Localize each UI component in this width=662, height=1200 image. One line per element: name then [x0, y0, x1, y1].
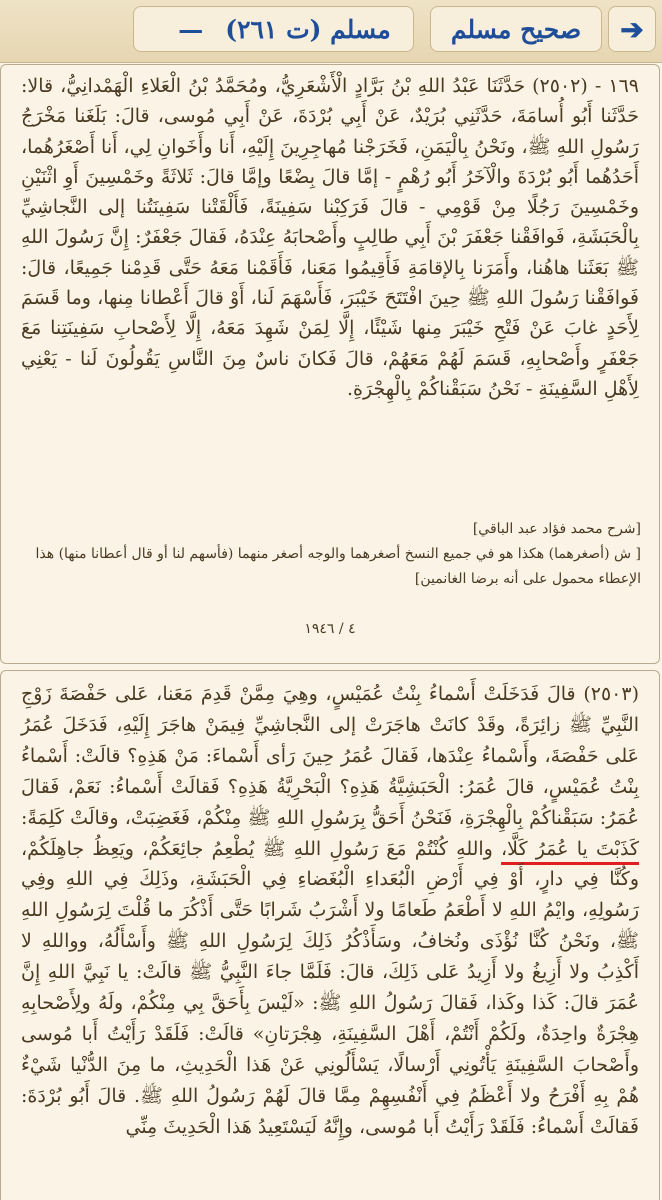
- book-title: صحيح مسلم: [450, 14, 582, 44]
- arrow-right-icon: ➔: [620, 12, 644, 46]
- back-button[interactable]: [608, 6, 656, 52]
- separator-dash: —: [178, 14, 204, 44]
- hadith-panel-2: [0, 670, 660, 1200]
- hadith-2503-part-2: واللهِ كُنْتُمْ مَعَ رَسُولِ اللهِ ﷺ يُطْعِمُ جائِعَكُمْ، ويَعِظُ جاهِلَكُمْ، وكُنَّا فِي دارٍ، أَوْ فِي أَرْضِ الْبُعَداءِ الْبُغَضاءِ فِي الْحَبَشَةِ، وذَلِكَ فِي اللهِ وفِي رَسُولِهِ، وايْمُ اللهِ لا أَطْعَمُ طَعامًا ولا أَشْرَبُ شَرابًا حَتَّى أَذْكُرَ ما قُلْتَ لِرَسُولِ اللهِ ﷺ، ونَحْنُ كُنَّا نُؤْذَى ونُخافُ، وسَأَذْكُرُ ذَلِكَ لِرَسُولِ اللهِ ﷺ وأَسْأَلُهُ، وواللهِ لا أَكْذِبُ ولا أَزِيغُ ولا أَزِيدُ عَلى ذَلِكَ، قالَ: فَلَمَّا جاءَ النَّبِيُّ ﷺ قالَتْ: يا نَبِيَّ اللهِ إِنَّ عُمَرَ قالَ: كَذا وكَذا، فَقالَ رَسُولُ اللهِ ﷺ: «لَيْسَ بِأَحَقَّ بِي مِنْكُمْ، ولَهُ ولِأَصْحابِهِ هِجْرَةٌ واحِدَةٌ، ولَكُمْ أَنْتُمْ، أَهْلَ السَّفِينَةِ، هِجْرَتانِ» قالَتْ: فَلَقَدْ رَأَيْتُ أَبا مُوسى وأَصْحابَ السَّفِينَةِ يَأْتُونِي أَرْسالًا، يَسْأَلُونِي عَنْ هَذا الْحَدِيثِ، ما مِنَ الدُّنْيا شَيْءٌ هُمْ بِهِ أَفْرَحُ ولا أَعْظَمُ فِي أَنْفُسِهِمْ مِمَّا قالَ لَهُمْ رَسُولُ اللهِ ﷺ. قالَ أَبُو بُرْدَةَ: فَقالَتْ أَسْماءُ: فَلَقَدْ رَأَيْتُ أَبا مُوسى، وإِنَّهُ لَيَسْتَعِيدُ هَذا الْحَدِيثَ مِنِّي: [21, 837, 639, 1138]
- hadith-text-2503: [1, 679, 659, 1143]
- book-title-button[interactable]: [430, 6, 602, 52]
- page-reference: ٤ / ١٩٤٦: [304, 621, 356, 637]
- highlighted-phrase: كَذَبْتَ يا عُمَرُ كَلَّا،: [501, 837, 639, 860]
- author-button[interactable]: [133, 6, 414, 52]
- commentary: [1, 517, 659, 592]
- author-name: مسلم (ت ٢٦١): [225, 14, 391, 44]
- top-nav-bar: [0, 0, 662, 63]
- commentary-title: [شرح محمد فؤاد عبد الباقي]: [472, 521, 641, 537]
- commentary-body: [ ش (أصغرهما) هكذا هو في جميع النسخ أصغرهما والوجه أصغر منهما (فأسهم لنا أو قال أعطانا منها) هذا الإعطاء محمول على أنه برضا الغانمين]: [35, 546, 641, 587]
- hadith-text-2502: ١٦٩ - (٢٥٠٢) حَدَّثَنَا عَبْدُ اللهِ بْنُ بَرَّادٍ الْأَشْعَرِيُّ، ومُحَمَّدُ بْنُ الْعَلاءِ الْهَمْدانِيُّ، قالا: حَدَّثَنا أَبُو أُسامَةَ، حَدَّثَنِي بُرَيْدٌ، عَنْ أَبِي بُرْدَةَ، عَنْ أَبِي مُوسى، قالَ: بَلَغَنا مَخْرَجُ رَسُولِ اللهِ ﷺ، ونَحْنُ بِالْيَمَنِ، فَخَرَجْنا مُهاجِرِينَ إِلَيْهِ، أَنا وأَخَوانِ لِي، أَنا أَصْغَرُهُما، أَحَدُهُما أَبُو بُرْدَةَ والْآخَرُ أَبُو رُهْمٍ - إمَّا قالَ بِضْعًا وإمَّا قالَ: ثَلاثَةً وخَمْسِينَ أَوِ اثْنَيْنِ وخَمْسِينَ رَجُلًا مِنْ قَوْمِي - قالَ فَرَكِبْنا سَفِينَةً، فَأَلْقَتْنا سَفِينَتُنا إلى النَّجاشِيِّ بِالْحَبَشَةِ، فَوافَقْنا جَعْفَرَ بْنَ أَبِي طالِبٍ وأَصْحابَهُ عِنْدَهُ، فَقالَ جَعْفَرٌ: إِنَّ رَسُولَ اللهِ ﷺ بَعَثَنا هاهُنا، وأَمَرَنا بِالإقامَةِ فَأَقِيمُوا مَعَنا، فَأَقَمْنا مَعَهُ حَتَّى قَدِمْنا جَمِيعًا، قالَ: فَوافَقْنا رَسُولَ اللهِ ﷺ حِينَ افْتَتَحَ خَيْبَرَ، فَأَسْهَمَ لَنا، أَوْ قالَ أَعْطانا مِنها، وما قَسَمَ لِأَحَدٍ غابَ عَنْ فَتْحِ خَيْبَرَ مِنها شَيْئًا، إِلَّا لِمَنْ شَهِدَ مَعَهُ، إِلَّا لِأَصْحابِ سَفِينَتِنا مَعَ جَعْفَرٍ وأَصْحابِهِ، قَسَمَ لَهُمْ مَعَهُمْ، قالَ فَكانَ ناسٌ مِنَ النَّاسِ يَقُولُونَ لَنا - يَعْنِي لِأَهْلِ السَّفِينَةِ - نَحْنُ سَبَقْناكُمْ بِالْهِجْرَةِ.: [21, 75, 639, 400]
- hadith-2503-part-1: (٢٥٠٣) قالَ فَدَخَلَتْ أَسْماءُ بِنْتُ عُمَيْسٍ، وهِيَ مِمَّنْ قَدِمَ مَعَنا، عَلى حَفْصَةَ زَوْجِ النَّبِيِّ ﷺ زائِرَةً، وقَدْ كانَتْ هاجَرَتْ إلى النَّجاشِيِّ فِيمَنْ هاجَرَ إِلَيْهِ، فَدَخَلَ عُمَرُ عَلى حَفْصَةَ، وأَسْماءُ عِنْدَها، فَقالَ عُمَرُ حِينَ رَأى أَسْماءَ: مَنْ هَذِهِ؟ قالَتْ: أَسْماءُ بِنْتُ عُمَيْسٍ، قالَ عُمَرُ: الْحَبَشِيَّةُ هَذِهِ؟ الْبَحْرِيَّةُ هَذِهِ؟ فَقالَتْ أَسْماءُ: نَعَمْ، فَقالَ عُمَرُ: سَبَقْناكُمْ بِالْهِجْرَةِ، فَنَحْنُ أَحَقُّ بِرَسُولِ اللهِ ﷺ مِنْكُمْ، فَغَضِبَتْ، وقالَتْ كَلِمَةً:: [21, 683, 639, 829]
- hadith-panel-1: [0, 64, 660, 664]
